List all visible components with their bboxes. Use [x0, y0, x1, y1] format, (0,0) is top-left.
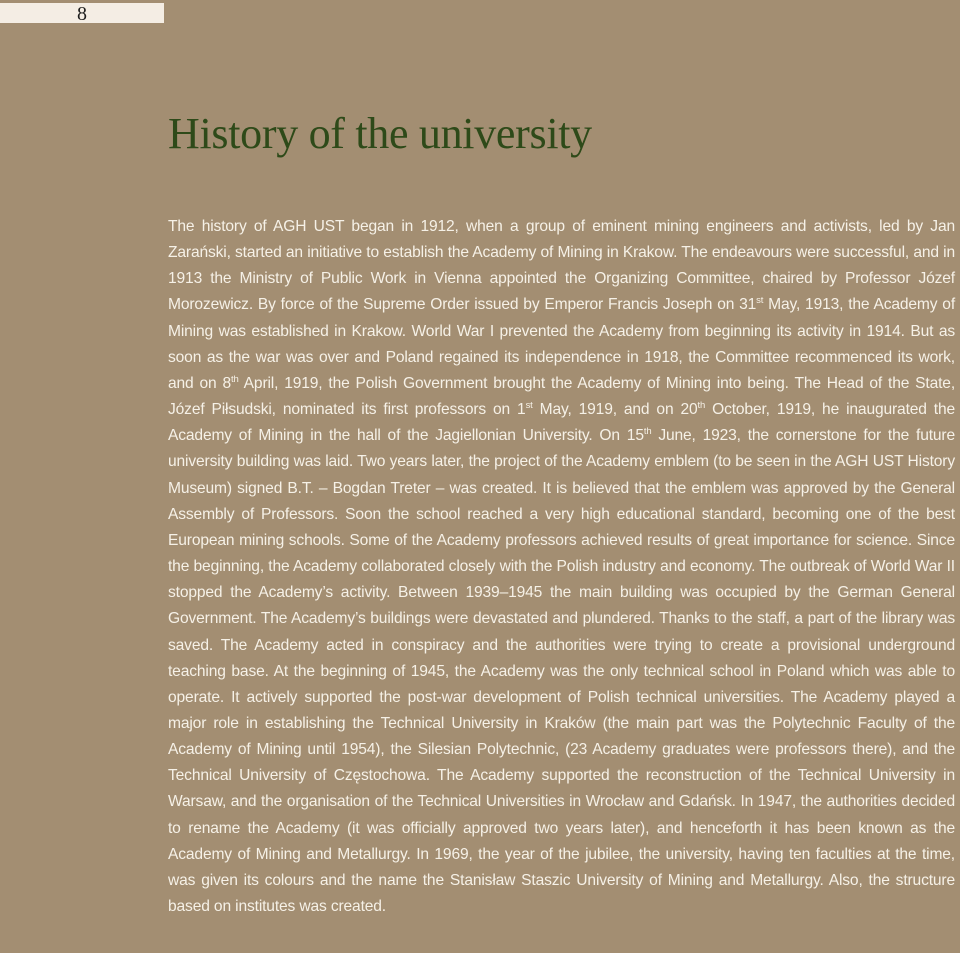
ordinal-suffix: st: [756, 295, 764, 307]
body-text-segment: April, 1919, the Polish Government brought the Academy of Mining into being. The Head of the State, Józef Piłsudski, nominated its first professors on 1: [168, 374, 955, 419]
ordinal-suffix: st: [525, 400, 533, 412]
body-text-segment: May, 1919, and on 20: [532, 401, 698, 419]
body-text-segment: June, 1923, the cornerstone for the future university building was laid. Two years later, the project of the Academy emblem (to be seen in the AGH UST History Museum) signed B.T. – Bogdan Treter – was created. It is believed that the emblem was approved by the General Assembly of Professors. Soon the school reached a very high educational standard, becoming one of the best European mining schools. Some of the Academy professors achieved results of great importance for science. Since the beginning, the Academy collaborated closely with the Polish industry and economy. The outbreak of World War II stopped the Academy’s activity. Between 1939–1945 the main building was occupied by the German General Government. The Academy’s buildings were devastated and plundered. Thanks to the staff, a part of the library was saved. The Academy acted in conspiracy and the authorities were trying to create a provisional underground teaching base. At the beginning of 1945, the Academy was the only technical school in Poland which was able to operate. It actively supported the post-war development of Polish technical universities. The Academy played a major role in establishing the Technical University in Kraków (the main part was the Polytechnic Faculty of the Academy of Mining until 1954), the Silesian Polytechnic, (23 Academy graduates were professors there), and the Technical University of Częstochowa. The Academy supported the reconstruction of the Technical University in Warsaw, and the organisation of the Technical Universities in Wrocław and Gdańsk. In 1947, the authorities decided to rename the Academy (it was officially approved two years later), and henceforth it has been known as the Academy of Mining and Metallurgy. In 1969, the year of the jubilee, the university, having ten faculties at the time, was given its colours and the name the Stanisław Staszic University of Mining and Metallurgy. Also, the structure based on institutes was created.: [168, 427, 955, 916]
body-text-segment: The history of AGH UST began in 1912, when a group of eminent mining engineers and activists, led by Jan Zarański, started an initiative to establish the Academy of Mining in Krakow. The endeavours were successful, and in 1913 the Ministry of Public Work in Vienna appointed the Organizing Committee, chaired by Professor Józef Morozewicz. By force of the Supreme Order issued by Emperor Francis Joseph on 31: [168, 218, 955, 314]
body-paragraph: [168, 214, 955, 920]
body-text-segment: October, 1919, he inaugurated the Academy of Mining in the hall of the Jagiellonian University. On 15: [168, 401, 955, 445]
body-text-segment: May, 1913, the Academy of Mining was established in Krakow. World War I prevented the Academy from beginning its activity in 1914. But as soon as the war was over and Poland regained its independence in 1918, the Committee recommenced its work, and on 8: [168, 296, 955, 392]
ordinal-suffix: th: [643, 426, 652, 438]
ordinal-suffix: th: [230, 373, 239, 385]
page-title: History of the university: [168, 109, 592, 158]
ordinal-suffix: th: [697, 400, 706, 412]
page-number-tab: [0, 3, 164, 23]
page-number: 8: [77, 3, 87, 25]
